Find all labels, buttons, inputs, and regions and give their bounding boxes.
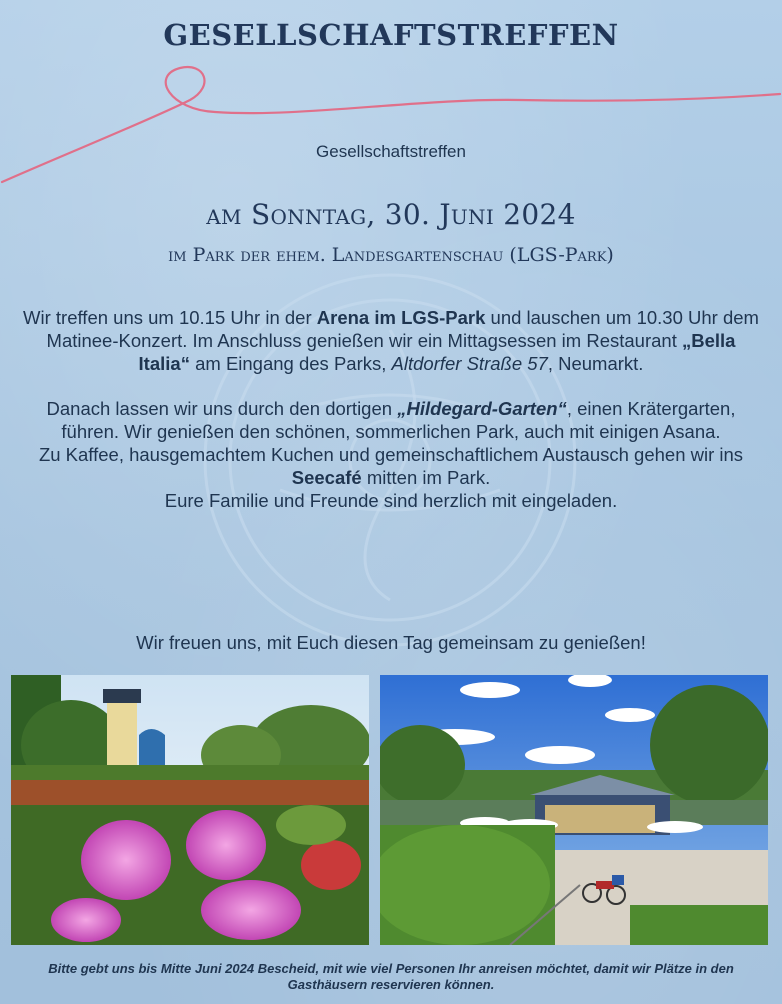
text-segment: am Eingang des Parks, [189, 353, 392, 374]
paragraph-program [20, 306, 762, 375]
event-subtitle: Gesellschaftstreffen [316, 142, 466, 161]
decorative-swirl [0, 60, 782, 190]
text-segment: , Neumarkt. [547, 353, 644, 374]
text-segment: , einen Krätergarten, führen. Wir genießen den schönen, sommerlichen Park, auch mit einigen Asana. [61, 398, 736, 442]
page-title: GESELLSCHAFTSTREFFEN [163, 18, 619, 52]
text-segment: Wir treffen uns um 10.15 Uhr in der [23, 307, 317, 328]
cafe-highlight: Seecafé [291, 467, 362, 488]
text-segment: Danach lassen wir uns durch den dortigen [46, 398, 398, 419]
text-segment: Eure Familie und Freunde sind herzlich mit eingeladen. [164, 490, 618, 511]
address-highlight: Altdorfer Straße 57 [391, 353, 548, 374]
event-location: im Park der ehem. Landesgartenschau (LGS-Park) [168, 244, 614, 266]
restaurant-highlight: „Bella Italia“ [138, 330, 736, 374]
text-segment: und lauschen um 10.30 Uhr dem Matinee-Konzert. Im Anschluss genießen wir ein Mittagsessen im Restaurant [46, 307, 759, 351]
event-date: am Sonntag, 30. Juni 2024 [206, 198, 576, 231]
seecafe-photo [380, 675, 768, 945]
rsvp-note: Bitte gebt uns bis Mitte Juni 2024 Bescheid, mit wie viel Personen Ihr anreisen möchtet, damit wir Plätze in den Gasthäusern reservieren können. [48, 961, 734, 992]
invitation-text [20, 306, 762, 512]
park-flowers-photo [11, 675, 369, 945]
text-segment: mitten im Park. [361, 467, 491, 488]
text-segment: Zu Kaffee, hausgemachtem Kuchen und gemeinschaftlichem Austausch gehen wir ins [38, 444, 744, 465]
paragraph-afternoon [20, 397, 762, 512]
closing-line: Wir freuen uns, mit Euch diesen Tag gemeinsam zu genießen! [136, 632, 646, 653]
arena-highlight: Arena im LGS-Park [316, 307, 486, 328]
garden-highlight: „Hildegard-Garten“ [397, 398, 567, 419]
